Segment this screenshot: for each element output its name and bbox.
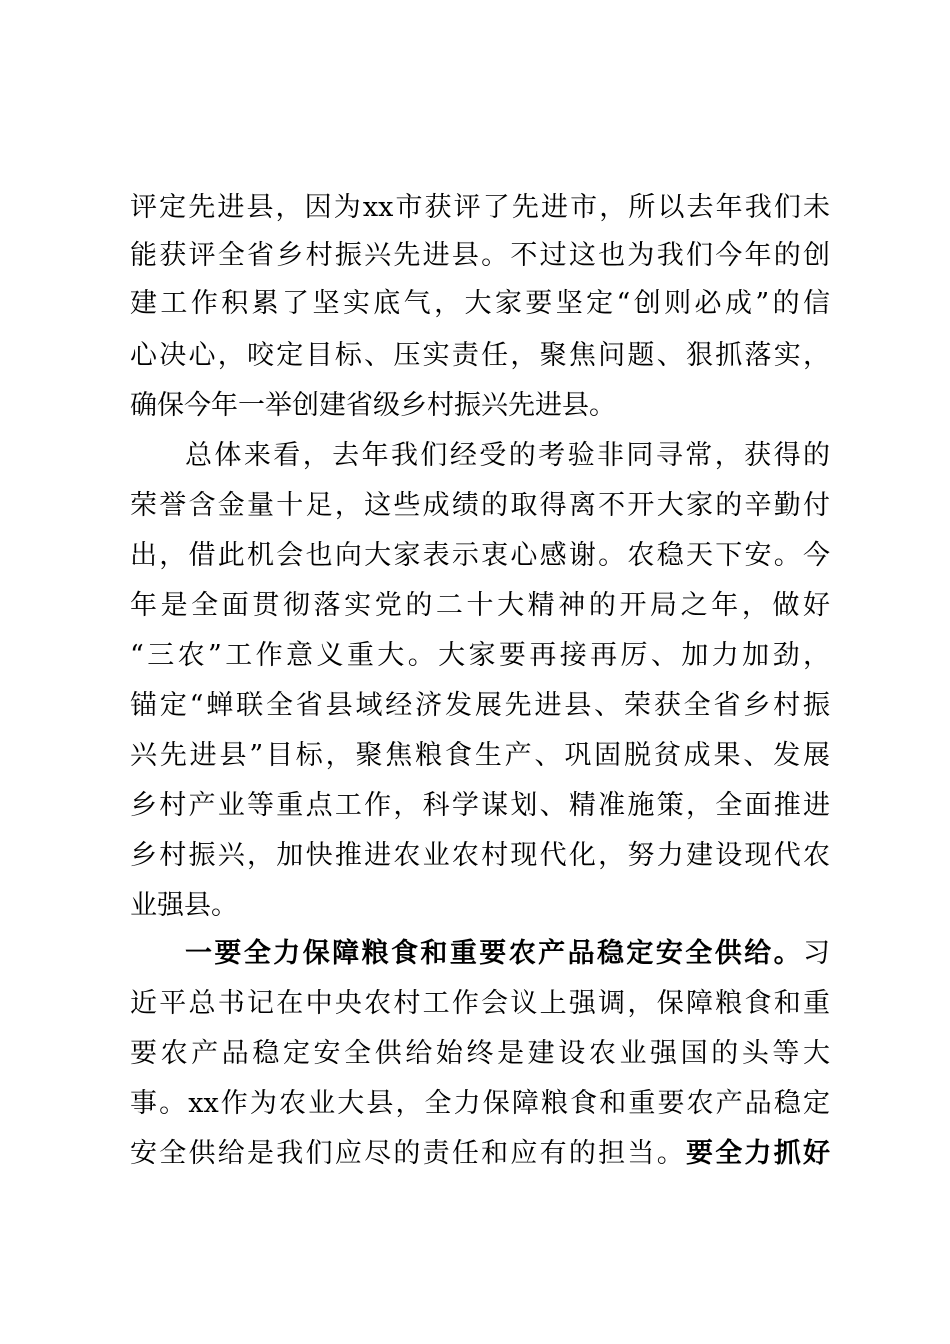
- paragraph-1-line-5: 确保今年一举创建省级乡村振兴先进县。: [130, 390, 616, 421]
- paragraph-3-line-1: [185, 932, 830, 976]
- paragraph-1-line-1: 评定先进县，因为xx市获评了先进市，所以去年我们未: [130, 192, 830, 223]
- heading-tail-text: 习: [803, 938, 830, 969]
- paragraph-3-line-4: 事。xx作为农业大县，全力保障粮食和重要农产品稳定: [130, 1088, 830, 1119]
- paragraph-3-line-5: [130, 1132, 830, 1176]
- paragraph-2-line-8: 乡村产业等重点工作，科学谋划、精准施策，全面推进: [130, 790, 830, 821]
- paragraph-1-line-2: 能获评全省乡村振兴先进县。不过这也为我们今年的创: [130, 240, 830, 271]
- paragraph-1-line-4: 心决心，咬定目标、压实责任，聚焦问题、狠抓落实，: [130, 340, 830, 371]
- last-line-text: 安全供给是我们应尽的责任和应有的担当。: [130, 1138, 686, 1169]
- last-line-bold-text: 要全力抓好: [685, 1138, 831, 1169]
- paragraph-2-line-7: 兴先进县”目标，聚焦粮食生产、巩固脱贫成果、发展: [130, 740, 830, 771]
- paragraph-2-line-1: 总体来看，去年我们经受的考验非同寻常，获得的: [185, 440, 830, 471]
- paragraph-2-line-10: 业强县。: [130, 890, 238, 921]
- paragraph-3-line-3: 要农产品稳定安全供给始终是建设农业强国的头等大: [130, 1038, 830, 1069]
- section-heading: 一要全力保障粮食和重要农产品稳定安全供给。: [185, 938, 803, 969]
- paragraph-2-line-4: 年是全面贯彻落实党的二十大精神的开局之年，做好: [130, 590, 830, 621]
- paragraph-1-line-3: 建工作积累了坚实底气，大家要坚定“创则必成”的信: [130, 288, 830, 319]
- paragraph-2-line-5: “三农”工作意义重大。大家要再接再厉、加力加劲，: [130, 640, 830, 671]
- paragraph-2-line-9: 乡村振兴，加快推进农业农村现代化，努力建设现代农: [130, 840, 830, 871]
- paragraph-2-line-6: 锚定“蝉联全省县域经济发展先进县、荣获全省乡村振: [130, 690, 830, 721]
- paragraph-3-line-2: 近平总书记在中央农村工作会议上强调，保障粮食和重: [130, 988, 830, 1019]
- paragraph-2-line-2: 荣誉含金量十足，这些成绩的取得离不开大家的辛勤付: [130, 490, 830, 521]
- paragraph-2-line-3: 出，借此机会也向大家表示衷心感谢。农稳天下安。今: [130, 540, 830, 571]
